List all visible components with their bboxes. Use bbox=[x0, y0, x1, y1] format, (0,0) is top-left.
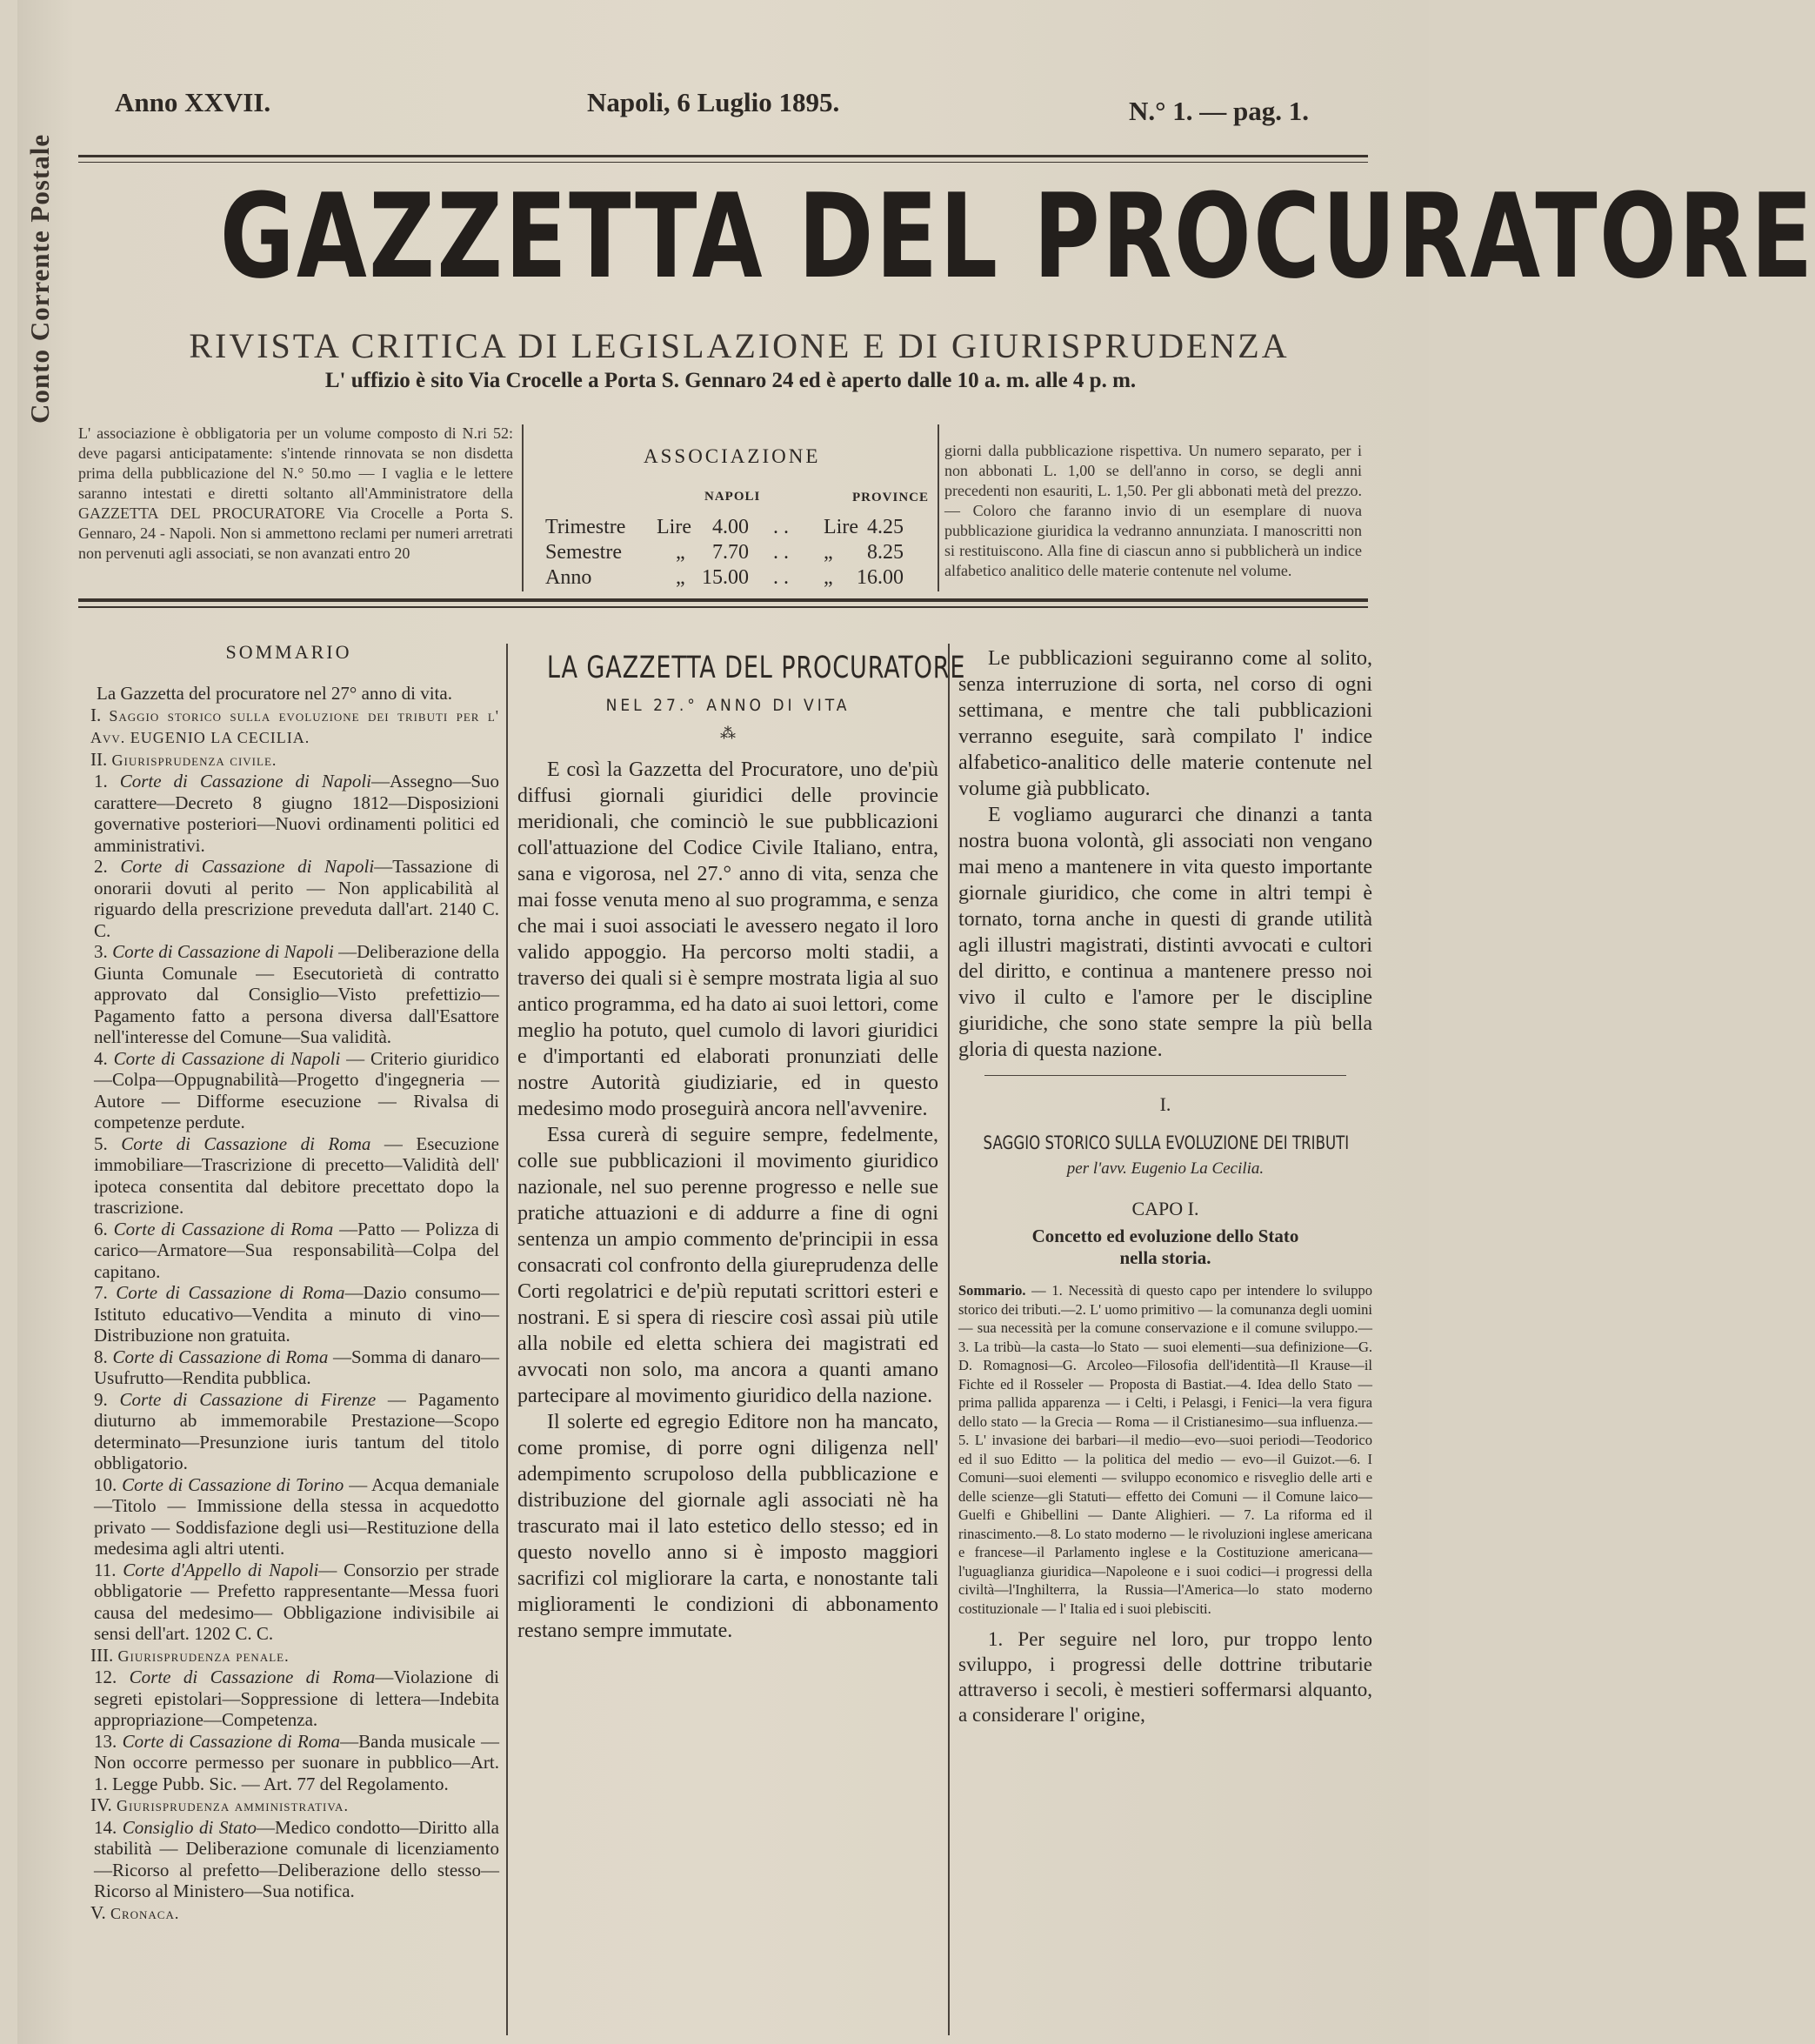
sommario-item-number: 3. bbox=[94, 941, 108, 962]
price-label: Anno bbox=[545, 566, 592, 589]
price-currency: „ bbox=[824, 541, 833, 564]
sommario-item-court: Corte di Cassazione di Napoli bbox=[112, 941, 334, 962]
sommario-item bbox=[78, 1731, 499, 1795]
sommario-item-text: —Assegno—Suo carattere—Decreto 8 giugno 1812—Disposizioni governative posteriori—Nuovi ordinamenti politici ed amministrativi. bbox=[94, 771, 500, 856]
sommario-item bbox=[78, 1902, 499, 1925]
sommario-item-text: Giurisprudenza penale. bbox=[117, 1647, 290, 1665]
sommario-item-number: 2. bbox=[94, 856, 108, 877]
sommario-item bbox=[78, 941, 499, 1048]
sommario-item-text: Giurisprudenza civile. bbox=[111, 751, 277, 769]
sommario-item-court: Corte di Cassazione di Roma bbox=[129, 1667, 376, 1687]
sommario-item-number: II. bbox=[90, 748, 108, 770]
sommario-item bbox=[78, 1794, 499, 1817]
side-label: Conto Corrente Postale bbox=[24, 133, 55, 424]
sommario-item-number: 14. bbox=[94, 1816, 117, 1838]
sommario-item-court: Corte di Cassazione di Roma bbox=[116, 1282, 345, 1303]
sommario-item-number: 6. bbox=[94, 1218, 108, 1239]
chapter-number: CAPO I. bbox=[1131, 1198, 1199, 1219]
article-paragraph-2: Essa curerà di seguire sempre, fedelmente, colle sue pubblicazioni il movimento giuridico nazionale, nel suo perenne progresso e nelle sue pratiche attuazioni e di addurre a fine di ogni sentenza un ampio commento de'principii in essa consacrati col confronto della giureprudenza delle Corti regolatrici e de'più reputati scrittori esteri e nostrani. E si spera di riescire così assai più utile alla nobile ed eletta schiera dei magistrati ed avvocati non solo, ma ancora a quanti amano partecipare al movimento giuridico della nazione. bbox=[517, 1124, 938, 1407]
sommario-item-court: Corte di Cassazione di Napoli bbox=[119, 771, 371, 792]
associazione-title: ASSOCIAZIONE bbox=[644, 445, 821, 467]
sommario-item bbox=[78, 1282, 499, 1346]
price-dots: . . bbox=[773, 516, 789, 538]
office-hours: L' uffizio è sito Via Crocelle a Porta S. Gennaro 24 ed è aperto dalle 10 a. m. alle 4 p. m. bbox=[324, 369, 1137, 392]
section-number: I. bbox=[1159, 1093, 1171, 1115]
sommario-item bbox=[78, 1389, 499, 1474]
price-currency: „ bbox=[824, 566, 833, 589]
sommario-item bbox=[78, 771, 499, 856]
price-napoli: 15.00 bbox=[702, 566, 749, 589]
sommario-item bbox=[78, 1645, 499, 1667]
right-paragraph-3: 1. Per seguire nel loro, pur troppo lento sviluppo, i progressi delle dottrine tributarie attraverso i secoli, è mestieri soffermarsi alquanto, a considerare l' origine, bbox=[958, 1628, 1372, 1726]
price-row-semestre bbox=[545, 541, 928, 569]
sommario-item-number: 5. bbox=[94, 1132, 108, 1154]
issue-number: N.° 1. — pag. 1. bbox=[1129, 96, 1310, 126]
column-separator-1 bbox=[506, 644, 508, 2035]
sommario-item-text: —Banda musicale — Non occorre permesso per suonare in pubblico—Art. 1. Legge Pubb. Sic. — Art. 77 del Regolamento. bbox=[94, 1730, 499, 1794]
sommario-item bbox=[78, 856, 499, 941]
sommario-item-court: Corte di Cassazione di Roma bbox=[112, 1346, 329, 1367]
price-currency: „ bbox=[676, 566, 685, 589]
sommario-item bbox=[78, 749, 499, 772]
sommario-item-text: —Deliberazione della Giunta Comunale — Esecutorietà di contratto approvato dal Consiglio—Visto prefettizio—Pagamento fatto a persona diversa dall'Esattore nell'interesse del Comune—Sua validità. bbox=[94, 941, 500, 1047]
sommario-item-number: 13. bbox=[94, 1730, 117, 1752]
sommario-item-court: Consiglio di Stato bbox=[122, 1816, 257, 1838]
sommario-item bbox=[78, 1817, 499, 1902]
sommario-item-text: — Pagamento diuturno ab immemorabile Prestazione—Scopo determinato—Presunzione iuris tantum del titolo obbligatorio. bbox=[94, 1388, 500, 1473]
header-rule bbox=[78, 155, 1368, 157]
section-divider bbox=[984, 1075, 1346, 1076]
col-province: PROVINCE bbox=[852, 491, 930, 504]
price-province: 16.00 bbox=[857, 566, 904, 589]
chapter-summary bbox=[958, 1281, 1372, 1618]
sommario-item-number: 1. bbox=[94, 771, 108, 792]
col-napoli: NAPOLI bbox=[704, 490, 761, 504]
sommario-item-text: —Somma di danaro—Usufrutto—Rendita pubblica. bbox=[94, 1346, 499, 1388]
continuation-column bbox=[958, 645, 1372, 1727]
info-rule-thin bbox=[78, 606, 1368, 608]
sommario-item-number: 4. bbox=[94, 1047, 108, 1069]
sommario-item-text: — Criterio giuridico—Colpa—Oppugnabilità—Progetto d'ingegneria — Autore — Difforme esecuzione — Rivalsa di competenze perdute. bbox=[94, 1047, 499, 1132]
sommario-item bbox=[78, 1219, 499, 1283]
sommario-item bbox=[78, 1133, 499, 1219]
sommario-item bbox=[78, 1048, 499, 1133]
sommario-item-court: Corte di Cassazione di Napoli bbox=[113, 1047, 341, 1069]
newspaper-page bbox=[17, 0, 1815, 2044]
info-separator-right bbox=[938, 424, 939, 591]
article-title: LA GAZZETTA DEL PROCURATORE bbox=[546, 651, 966, 685]
sommario-intro: La Gazzetta del procuratore nel 27° anno di vita. bbox=[97, 683, 452, 704]
sommario-item bbox=[78, 1346, 499, 1389]
price-row-anno bbox=[545, 566, 928, 594]
article-paragraph-1: E così la Gazzetta del Procuratore, uno de'più diffusi giornali giuridici delle provincie meridionali, che cominciò le sue pubblicazioni coll'attuazione del Codice Civile Italiano, entra, sana e vigorosa, nel 27.° anno di vita, senza che mai fosse venuta meno al suo programma, e senza che mai i suoi associati le avessero negato il loro valido appoggio. Ha percorso molti stadii, a traverso dei quali si è sempre mostrata ligia al suo antico programma, ed ha dato ai suoi lettori, come meglio ha potuto, quel cumolo di lavori giuridici e d'importanti ed elaborati pronunziati delle nostre Autorità giudiziarie, ed in questo medesimo modo proseguirà ancora nell'avvenire. bbox=[517, 758, 938, 1120]
sommario-item bbox=[78, 1667, 499, 1731]
price-label: Trimestre bbox=[545, 516, 626, 538]
price-label: Semestre bbox=[545, 541, 622, 564]
price-currency: Lire bbox=[657, 516, 691, 538]
sommario-item-text: — Acqua demaniale—Titolo — Immissione della stessa in acquedotto privato — Soddisfazione degli usi—Restituzione della medesima agli altri utenti. bbox=[94, 1473, 499, 1559]
price-row-trimestre bbox=[545, 516, 928, 544]
sommario-item-text: — Consorzio per strade obbligatorie — Prefetto rappresentante—Messa fuori causa del medesimo— Obbligazione indivisibile ai sensi dell'art. 1202 C. C. bbox=[94, 1559, 499, 1644]
sommario-item-number: 10. bbox=[94, 1473, 117, 1495]
issue-date: Napoli, 6 Luglio 1895. bbox=[587, 87, 840, 117]
chapter-title: Concetto ed evoluzione dello Stato nella storia. bbox=[1031, 1226, 1299, 1268]
sommario-list bbox=[78, 683, 499, 1924]
price-currency: „ bbox=[676, 541, 685, 564]
price-napoli: 4.00 bbox=[712, 516, 749, 538]
sommario-item-number: I. bbox=[90, 704, 102, 725]
header-rule-thin bbox=[78, 162, 1368, 163]
sommario-item-number: 8. bbox=[94, 1346, 108, 1367]
sommario-item-text: —Dazio consumo—Istituto educativo—Vendita a minuto di vino—Distribuzione non gratuita. bbox=[94, 1282, 499, 1346]
sommario-title: SOMMARIO bbox=[225, 641, 352, 663]
right-paragraph-1: Le pubblicazioni seguiranno come al solito, senza interruzione di sorta, nel corso di ogni settimana, e mentre che tali pubblicazioni verranno eseguite, sarà compilato l' indice alfabetico-analitico delle materie contenute nel volume già pubblicato. bbox=[958, 647, 1372, 800]
right-paragraph-2: E vogliamo augurarci che dinanzi a tanta nostra buona volontà, gli associati non vengano mai meno a mantenere in vita questo importante giornale giuridico, che come in altri tempi è tornato, torna anche in questi di grande utilità agli illustri magistrati, distinti avvocati e cultori del diritto, e continua a mantenere presso noi vivo il culto e l'amore per le discipline giuridiche, che sono state sempre la più bella gloria di questa nazione. bbox=[958, 804, 1372, 1061]
price-dots: . . bbox=[773, 541, 789, 564]
sommario-item-text: —Tassazione di onorarii dovuti al perito — Non applicabilità al riguardo della prescrizione preveduta dall'art. 2140 C. C. bbox=[94, 856, 499, 941]
sommario-item bbox=[78, 705, 499, 749]
price-dots: . . bbox=[773, 566, 789, 589]
sommario-item-court: Corte di Cassazione di Roma bbox=[113, 1218, 334, 1239]
section-author: per l'avv. Eugenio La Cecilia. bbox=[1066, 1159, 1264, 1178]
chapter-summary-label: Sommario. bbox=[958, 1282, 1026, 1299]
sommario-item-number: 7. bbox=[94, 1282, 108, 1303]
sommario-item-text: Cronaca. bbox=[110, 1904, 180, 1922]
column-separator-2 bbox=[948, 644, 950, 2035]
info-rule bbox=[78, 598, 1368, 602]
sommario-item-text: —Violazione di segreti epistolari—Soppressione di lettera—Indebita appropriazione—Competenza. bbox=[94, 1667, 499, 1730]
sommario-item-court: Corte di Cassazione di Roma bbox=[122, 1730, 341, 1752]
section-title: SAGGIO STORICO SULLA EVOLUZIONE DEI TRIBUTI bbox=[983, 1132, 1350, 1153]
sommario-item bbox=[78, 1560, 499, 1645]
pricing-notes: giorni dalla pubblicazione rispettiva. Un numero separato, per i non abbonati L. 1,00 se dell'anno in corso, se degli anni precedenti non esauriti, L. 1,50. Per gli abbonati metà del prezzo. — Coloro che faranno invio di un esemplare di nuova pubblicazione giuridica la vedranno annunziata. I manoscritti non si restituiscono. Alla fine di ciascun anno si pubblicherà un indice alfabetico analitico delle materie contenute nel volume. bbox=[944, 442, 1362, 579]
sommario-item-court: Corte di Cassazione di Napoli bbox=[120, 856, 375, 877]
chapter-summary-text: — 1. Necessità di questo capo per intendere lo sviluppo storico dei tributi.—2. L' uomo primitivo — la comunanza degli uomini — sua necessità per la comune conservazione e il comune sviluppo.— 3. La tribù—la casta—lo Stato — suoi elementi—sua definizione—G. D. Romagnosi—G. Arcoleo—Filosofia dell'identità—Il Krause—il Fichte ed il Rosseler — Proposta di Bastiat.—4. Idea dello Stato — prima pallida apparenza — i Celti, i Pelasgi, i Fenici—la vera figura dello stato — la Grecia — Roma — il Cristianesimo—sua influenza.—5. L' invasione dei barbari—il medio—evo—suoi periodi—Teodorico ed il suo Editto — la politica del medio — evo—il Guizot.—6. I Comuni—suoi elementi — sviluppo economico e risveglio delle arti e delle scienze—gli Statuti— effetto dei Comuni — il Comune laico— Guelfi e Ghibellini — Dante Alighieri. — 7. La riforma ed il rinascimento.—8. Lo stato moderno — le rivoluzioni inglese americana e francese—il Parlamento inglese e la Costituzione americana—l'uguaglianza giuridica—Napoleone e i suoi codici—i progressi della civiltà—l'Inghilterra, la Russia—l'America—lo stato moderno costituzionale — l' Italia ed i suoi plebisciti. bbox=[958, 1282, 1372, 1617]
article-subtitle: NEL 27.° ANNO DI VITA bbox=[605, 696, 851, 715]
price-napoli: 7.70 bbox=[712, 541, 749, 564]
sommario-item-text: Saggio storico sulla evoluzione dei tributi per l' Avv. EUGENIO LA CECILIA. bbox=[90, 706, 499, 746]
sommario-item-text: —Patto — Polizza di carico—Armatore—Sua responsabilità—Colpa del capitano. bbox=[94, 1218, 499, 1282]
price-province: 4.25 bbox=[867, 516, 904, 538]
sommario-item-number: 9. bbox=[94, 1388, 108, 1410]
price-currency: Lire bbox=[824, 516, 858, 538]
sommario-item-number: IV. bbox=[90, 1794, 112, 1815]
info-separator-left bbox=[522, 424, 524, 591]
sommario-item-number: 11. bbox=[94, 1559, 117, 1580]
article-ornament: ⁂ bbox=[720, 725, 736, 742]
masthead-subtitle: RIVISTA CRITICA DI LEGISLAZIONE E DI GIURISPRUDENZA bbox=[189, 326, 1290, 365]
sommario-item-number: III. bbox=[90, 1644, 114, 1666]
subscription-terms: L' associazione è obbligatoria per un volume composto di N.ri 52: deve pagarsi anticipatamente: s'intende rinnovata se non disdetta prima della pubblicazione del N.° 50.mo — I vaglia e le lettere saranno intestati e diretti soltanto all'Amministratore della GAZZETTA DEL PROCURATORE Via Crocelle a Porta S. Gennaro, 24 - Napoli. Non si ammettono reclami per numeri arretrati non pervenuti agli associati, se non avanzati entro 20 bbox=[78, 424, 513, 562]
sommario-item-court: Corte d'Appello di Napoli bbox=[123, 1559, 319, 1580]
sommario-item-court: Corte di Cassazione di Roma bbox=[121, 1132, 371, 1154]
price-province: 8.25 bbox=[867, 541, 904, 564]
masthead-title: GAZZETTA DEL PROCURATORE bbox=[219, 169, 1815, 304]
sommario-item-court: Corte di Cassazione di Torino bbox=[122, 1473, 344, 1495]
sommario-item-text: Giurisprudenza amministrativa. bbox=[116, 1797, 349, 1814]
sommario-item-text: —Medico condotto—Diritto alla stabilità — Deliberazione comunale di licenziamento—Ricorso al prefetto—Deliberazione dello stesso—Ricorso al Ministero—Sua notifica. bbox=[94, 1816, 500, 1901]
article-column bbox=[517, 651, 966, 1644]
sommario-column bbox=[78, 639, 499, 1924]
issue-year: Anno XXVII. bbox=[115, 87, 271, 117]
sommario-item-text: — Esecuzione immobiliare—Trascrizione di precetto—Validità dell' ipoteca consentita dal debitore precettato dopo la trascrizione. bbox=[94, 1132, 499, 1218]
sommario-item-court: Corte di Cassazione di Firenze bbox=[119, 1388, 377, 1410]
sommario-item-number: V. bbox=[90, 1901, 106, 1923]
article-paragraph-3: Il solerte ed egregio Editore non ha mancato, come promise, di porre ogni diligenza nell' adempimento scrupoloso della pubblicazione e distribuzione del giornale agli associati nè ha trascurato mai il lato estetico dello stesso; ed in questo novello anno si è imposto maggiori sacrifizi col migliorare la carta, e nonostante tali miglioramenti le condizioni di abbonamento restano sempre immutate. bbox=[517, 1411, 938, 1642]
sommario-item-number: 12. bbox=[94, 1667, 117, 1687]
sommario-item bbox=[78, 1474, 499, 1560]
